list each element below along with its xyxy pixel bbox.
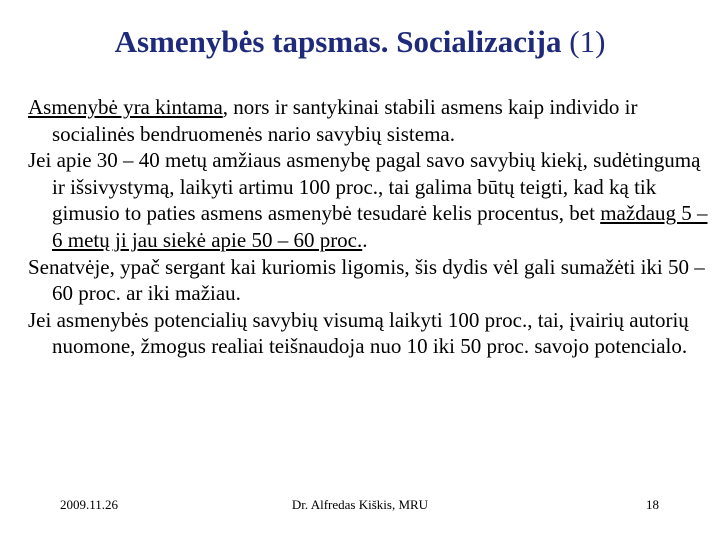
slide-title-main: Asmenybės tapsmas. Socializacija bbox=[114, 24, 562, 59]
footer-page-number: 18 bbox=[646, 497, 659, 512]
paragraph-1 bbox=[28, 94, 708, 147]
paragraph-2 bbox=[28, 147, 708, 253]
slide-title-number: (1) bbox=[561, 24, 606, 59]
paragraph-3: Senatvėje, ypač sergant kai kuriomis ligomis, šis dydis vėl gali sumažėti iki 50 – 60 proc. ar iki mažiau. bbox=[28, 254, 705, 306]
slide-body bbox=[28, 94, 708, 360]
paragraph-2-tail: . bbox=[362, 227, 368, 252]
footer-date: 2009.11.26 bbox=[60, 497, 119, 512]
paragraph-4: Jei asmenybės potencialių savybių visumą laikyti 100 proc., tai, įvairių autorių nuomone, žmogus realiai teišnaudoja nuo 10 iki 50 proc. savojo potencialo. bbox=[28, 307, 689, 359]
footer-author: Dr. Alfredas Kiškis, MRU bbox=[291, 497, 429, 512]
paragraph-1-emphasis: Asmenybė yra kintama bbox=[28, 95, 223, 119]
paragraph-1-text: , nors ir santykinai stabili asmens kaip individo ir socialinės bendruomenės nario savybių sistema. bbox=[52, 95, 638, 146]
paragraph-2-text: Jei apie 30 – 40 metų amžiaus asmenybę pagal savo savybių kiekį, sudėtingumą ir išsivystymą, laikyti artimu 100 proc., tai galima būtų teigti, kad ką tik gimusio to paties asmens asmenybė tesudarė kelis procentus, bet bbox=[28, 148, 701, 226]
slide-title bbox=[0, 22, 720, 62]
paragraph-2-emphasis: maždaug 5 – 6 metų ji jau siekė apie 50 – 60 proc. bbox=[52, 201, 708, 252]
